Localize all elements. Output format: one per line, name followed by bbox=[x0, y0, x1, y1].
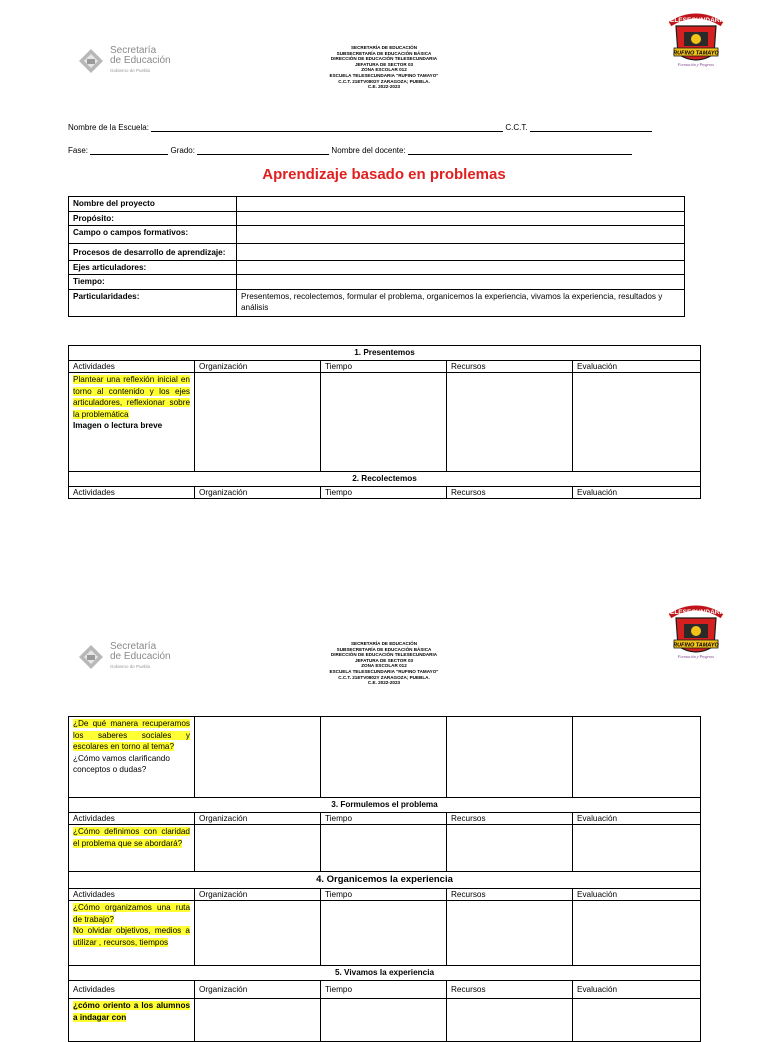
col-recursos: Recursos bbox=[447, 486, 573, 499]
document-page-2 bbox=[0, 572, 768, 1024]
header-line: C.C.T. 21ETV0802Y ZARAGOZA; PUEBLA. bbox=[338, 78, 430, 84]
logo-title: Secretaría bbox=[110, 45, 157, 56]
header-line: C.C.T. 21ETV0802Y ZARAGOZA; PUEBLA. bbox=[338, 674, 430, 680]
activity-cell[interactable] bbox=[69, 373, 195, 472]
recursos-cell[interactable] bbox=[447, 373, 573, 472]
activities-table-page-1 bbox=[68, 345, 701, 499]
info-row bbox=[69, 289, 685, 316]
activity-highlight: No olvidar objetivos, medios a utilizar , recursos, tiempos bbox=[73, 926, 190, 947]
activity-row bbox=[69, 825, 701, 872]
info-label: Nombre del proyecto bbox=[69, 197, 237, 212]
logo-subtitle: Gobierno de Puebla bbox=[110, 68, 151, 73]
info-value[interactable] bbox=[237, 260, 685, 275]
section-row bbox=[69, 798, 701, 813]
emblem-top-text: TELESECUNDARIA bbox=[666, 609, 726, 616]
info-label: Propósito: bbox=[69, 211, 237, 226]
activity-row bbox=[69, 901, 701, 966]
activity-note: Imagen o lectura breve bbox=[73, 421, 163, 430]
col-tiempo: Tiempo bbox=[321, 486, 447, 499]
info-value[interactable] bbox=[237, 275, 685, 290]
col-organizacion: Organización bbox=[195, 888, 321, 901]
activity-cell[interactable] bbox=[69, 717, 195, 798]
cct-label: C.C.T. bbox=[505, 123, 528, 132]
school-field[interactable] bbox=[151, 123, 503, 132]
cct-field[interactable] bbox=[530, 123, 652, 132]
col-recursos: Recursos bbox=[447, 812, 573, 825]
header-line: ESCUELA TELESECUNDARIA "RUFINO TAMAYO" bbox=[329, 668, 439, 674]
emblem-name-text: RUFINO TAMAYO bbox=[673, 642, 719, 649]
col-evaluacion: Evaluación bbox=[573, 360, 701, 373]
info-row bbox=[69, 275, 685, 290]
info-row bbox=[69, 211, 685, 226]
logo-title-2: de Educación bbox=[110, 55, 171, 66]
info-label: Campo o campos formativos: bbox=[69, 226, 237, 244]
activity-row bbox=[69, 373, 701, 472]
info-value[interactable] bbox=[237, 211, 685, 226]
info-label: Procesos de desarrollo de aprendizaje: bbox=[69, 244, 237, 261]
activity-highlight: ¿De qué manera recuperamos los saberes sociales y escolares en torno al tema? bbox=[73, 719, 190, 751]
info-label: Ejes articuladores: bbox=[69, 260, 237, 275]
col-tiempo: Tiempo bbox=[321, 812, 447, 825]
column-header-row bbox=[69, 980, 701, 999]
project-info-table bbox=[68, 196, 685, 317]
logo-title-2: de Educación bbox=[110, 651, 171, 662]
column-header-row bbox=[69, 812, 701, 825]
section-row bbox=[69, 872, 701, 889]
tiempo-cell[interactable] bbox=[321, 717, 447, 798]
header-line: SUBSECRETARÍA DE EDUCACIÓN BÁSICA bbox=[336, 50, 432, 56]
header-line: SUBSECRETARÍA DE EDUCACIÓN BÁSICA bbox=[336, 646, 432, 652]
header-line: DIRECCIÓN DE EDUCACIÓN TELESECUNDARIA bbox=[330, 56, 438, 62]
grado-field[interactable] bbox=[197, 146, 329, 155]
col-recursos: Recursos bbox=[447, 360, 573, 373]
section-recolectemos: 2. Recolectemos bbox=[69, 472, 701, 487]
col-actividades: Actividades bbox=[69, 812, 195, 825]
col-recursos: Recursos bbox=[447, 980, 573, 999]
fase-line bbox=[68, 146, 632, 155]
docente-label: Nombre del docente: bbox=[331, 146, 406, 155]
recursos-cell[interactable] bbox=[447, 999, 573, 1042]
activity-highlight: ¿cómo oriento a los alumnos a indagar con bbox=[73, 1001, 190, 1022]
activity-highlight: ¿Cómo definimos con claridad el problema que se abordará? bbox=[73, 827, 190, 848]
col-evaluacion: Evaluación bbox=[573, 812, 701, 825]
section-presentemos: 1. Presentemos bbox=[69, 346, 701, 361]
telesecundaria-emblem bbox=[664, 10, 728, 74]
document-page-1 bbox=[0, 0, 768, 520]
telesecundaria-emblem bbox=[664, 602, 728, 666]
info-value[interactable] bbox=[237, 226, 685, 244]
activity-cell[interactable] bbox=[69, 901, 195, 966]
header-line: ZONA ESCOLAR 012 bbox=[361, 663, 407, 669]
header-line: DIRECCIÓN DE EDUCACIÓN TELESECUNDARIA bbox=[330, 652, 438, 658]
evaluacion-cell[interactable] bbox=[573, 717, 701, 798]
col-tiempo: Tiempo bbox=[321, 980, 447, 999]
recursos-cell[interactable] bbox=[447, 901, 573, 966]
info-value[interactable] bbox=[237, 244, 685, 261]
tiempo-cell[interactable] bbox=[321, 999, 447, 1042]
col-actividades: Actividades bbox=[69, 360, 195, 373]
info-label: Tiempo: bbox=[69, 275, 237, 290]
activity-highlight: ¿Cómo organizamos una ruta de trabajo? bbox=[73, 903, 190, 924]
col-actividades: Actividades bbox=[69, 486, 195, 499]
col-actividades: Actividades bbox=[69, 980, 195, 999]
col-organizacion: Organización bbox=[195, 980, 321, 999]
tiempo-cell[interactable] bbox=[321, 825, 447, 872]
info-value[interactable]: Presentemos, recolectemos, formular el problema, organicemos la experiencia, vivamos la experiencia, resultados y análisis bbox=[237, 289, 685, 316]
info-value[interactable] bbox=[237, 197, 685, 212]
col-tiempo: Tiempo bbox=[321, 888, 447, 901]
logo-subtitle: Gobierno de Puebla bbox=[110, 664, 151, 669]
col-organizacion: Organización bbox=[195, 486, 321, 499]
fase-label: Fase: bbox=[68, 146, 89, 155]
page-title: Aprendizaje basado en problemas bbox=[262, 166, 506, 183]
activity-highlight: Plantear una reflexión inicial en torno al contenido y los ejes articuladores, reflexionar sobre la problemática bbox=[73, 375, 190, 419]
column-header-row bbox=[69, 486, 701, 499]
info-row bbox=[69, 244, 685, 261]
sep-logo-icon bbox=[78, 644, 104, 670]
col-evaluacion: Evaluación bbox=[573, 888, 701, 901]
institution-header bbox=[300, 641, 468, 686]
institution-header bbox=[300, 45, 468, 90]
info-row bbox=[69, 197, 685, 212]
sep-logo bbox=[78, 46, 171, 76]
activity-cell[interactable] bbox=[69, 999, 195, 1042]
header-line: C.E. 2022-2023 bbox=[367, 680, 401, 686]
organizacion-cell[interactable] bbox=[195, 373, 321, 472]
evaluacion-cell[interactable] bbox=[573, 373, 701, 472]
evaluacion-cell[interactable] bbox=[573, 901, 701, 966]
organizacion-cell[interactable] bbox=[195, 999, 321, 1042]
col-evaluacion: Evaluación bbox=[573, 980, 701, 999]
grado-label: Grado: bbox=[170, 146, 195, 155]
activities-table-page-2 bbox=[68, 716, 701, 1042]
fase-field[interactable] bbox=[90, 146, 168, 155]
emblem-motto-text: Formación y Progreso bbox=[677, 654, 715, 659]
col-organizacion: Organización bbox=[195, 360, 321, 373]
recursos-cell[interactable] bbox=[447, 717, 573, 798]
tiempo-cell[interactable] bbox=[321, 373, 447, 472]
emblem-name-text: RUFINO TAMAYO bbox=[673, 50, 719, 57]
activity-row bbox=[69, 717, 701, 798]
page-gap bbox=[0, 520, 768, 572]
organizacion-cell[interactable] bbox=[195, 825, 321, 872]
column-header-row bbox=[69, 360, 701, 373]
section-row bbox=[69, 966, 701, 981]
school-label: Nombre de la Escuela: bbox=[68, 123, 149, 132]
header-line: JEFATURA DE SECTOR 03 bbox=[354, 61, 414, 67]
sep-logo bbox=[78, 642, 171, 672]
header-line: ESCUELA TELESECUNDARIA "RUFINO TAMAYO" bbox=[329, 72, 439, 78]
header-line: C.E. 2022-2023 bbox=[367, 84, 401, 90]
header-line: SECRETARÍA DE EDUCACIÓN bbox=[350, 45, 418, 50]
section-row bbox=[69, 472, 701, 487]
evaluacion-cell[interactable] bbox=[573, 825, 701, 872]
sep-logo-icon bbox=[78, 48, 104, 74]
organizacion-cell[interactable] bbox=[195, 717, 321, 798]
section-vivamos: 5. Vivamos la experiencia bbox=[69, 966, 701, 981]
docente-field[interactable] bbox=[408, 146, 632, 155]
school-line bbox=[68, 123, 652, 132]
col-organizacion: Organización bbox=[195, 812, 321, 825]
header-line: JEFATURA DE SECTOR 03 bbox=[354, 657, 414, 663]
activity-note: ¿Cómo vamos clarificando conceptos o dudas? bbox=[73, 753, 170, 774]
info-row bbox=[69, 260, 685, 275]
col-evaluacion: Evaluación bbox=[573, 486, 701, 499]
col-recursos: Recursos bbox=[447, 888, 573, 901]
activity-cell[interactable] bbox=[69, 825, 195, 872]
activity-row bbox=[69, 999, 701, 1042]
info-row bbox=[69, 226, 685, 244]
emblem-motto-text: Formación y Progreso bbox=[677, 62, 715, 67]
col-tiempo: Tiempo bbox=[321, 360, 447, 373]
emblem-top-text: TELESECUNDARIA bbox=[666, 17, 726, 24]
logo-title: Secretaría bbox=[110, 641, 157, 652]
recursos-cell[interactable] bbox=[447, 825, 573, 872]
section-formulemos: 3. Formulemos el problema bbox=[69, 798, 701, 813]
col-actividades: Actividades bbox=[69, 888, 195, 901]
info-label: Particularidades: bbox=[69, 289, 237, 316]
section-organicemos: 4. Organicemos la experiencia bbox=[69, 872, 701, 889]
organizacion-cell[interactable] bbox=[195, 901, 321, 966]
column-header-row bbox=[69, 888, 701, 901]
header-line: SECRETARÍA DE EDUCACIÓN bbox=[350, 641, 418, 646]
evaluacion-cell[interactable] bbox=[573, 999, 701, 1042]
tiempo-cell[interactable] bbox=[321, 901, 447, 966]
section-row bbox=[69, 346, 701, 361]
header-line: ZONA ESCOLAR 012 bbox=[361, 67, 407, 73]
